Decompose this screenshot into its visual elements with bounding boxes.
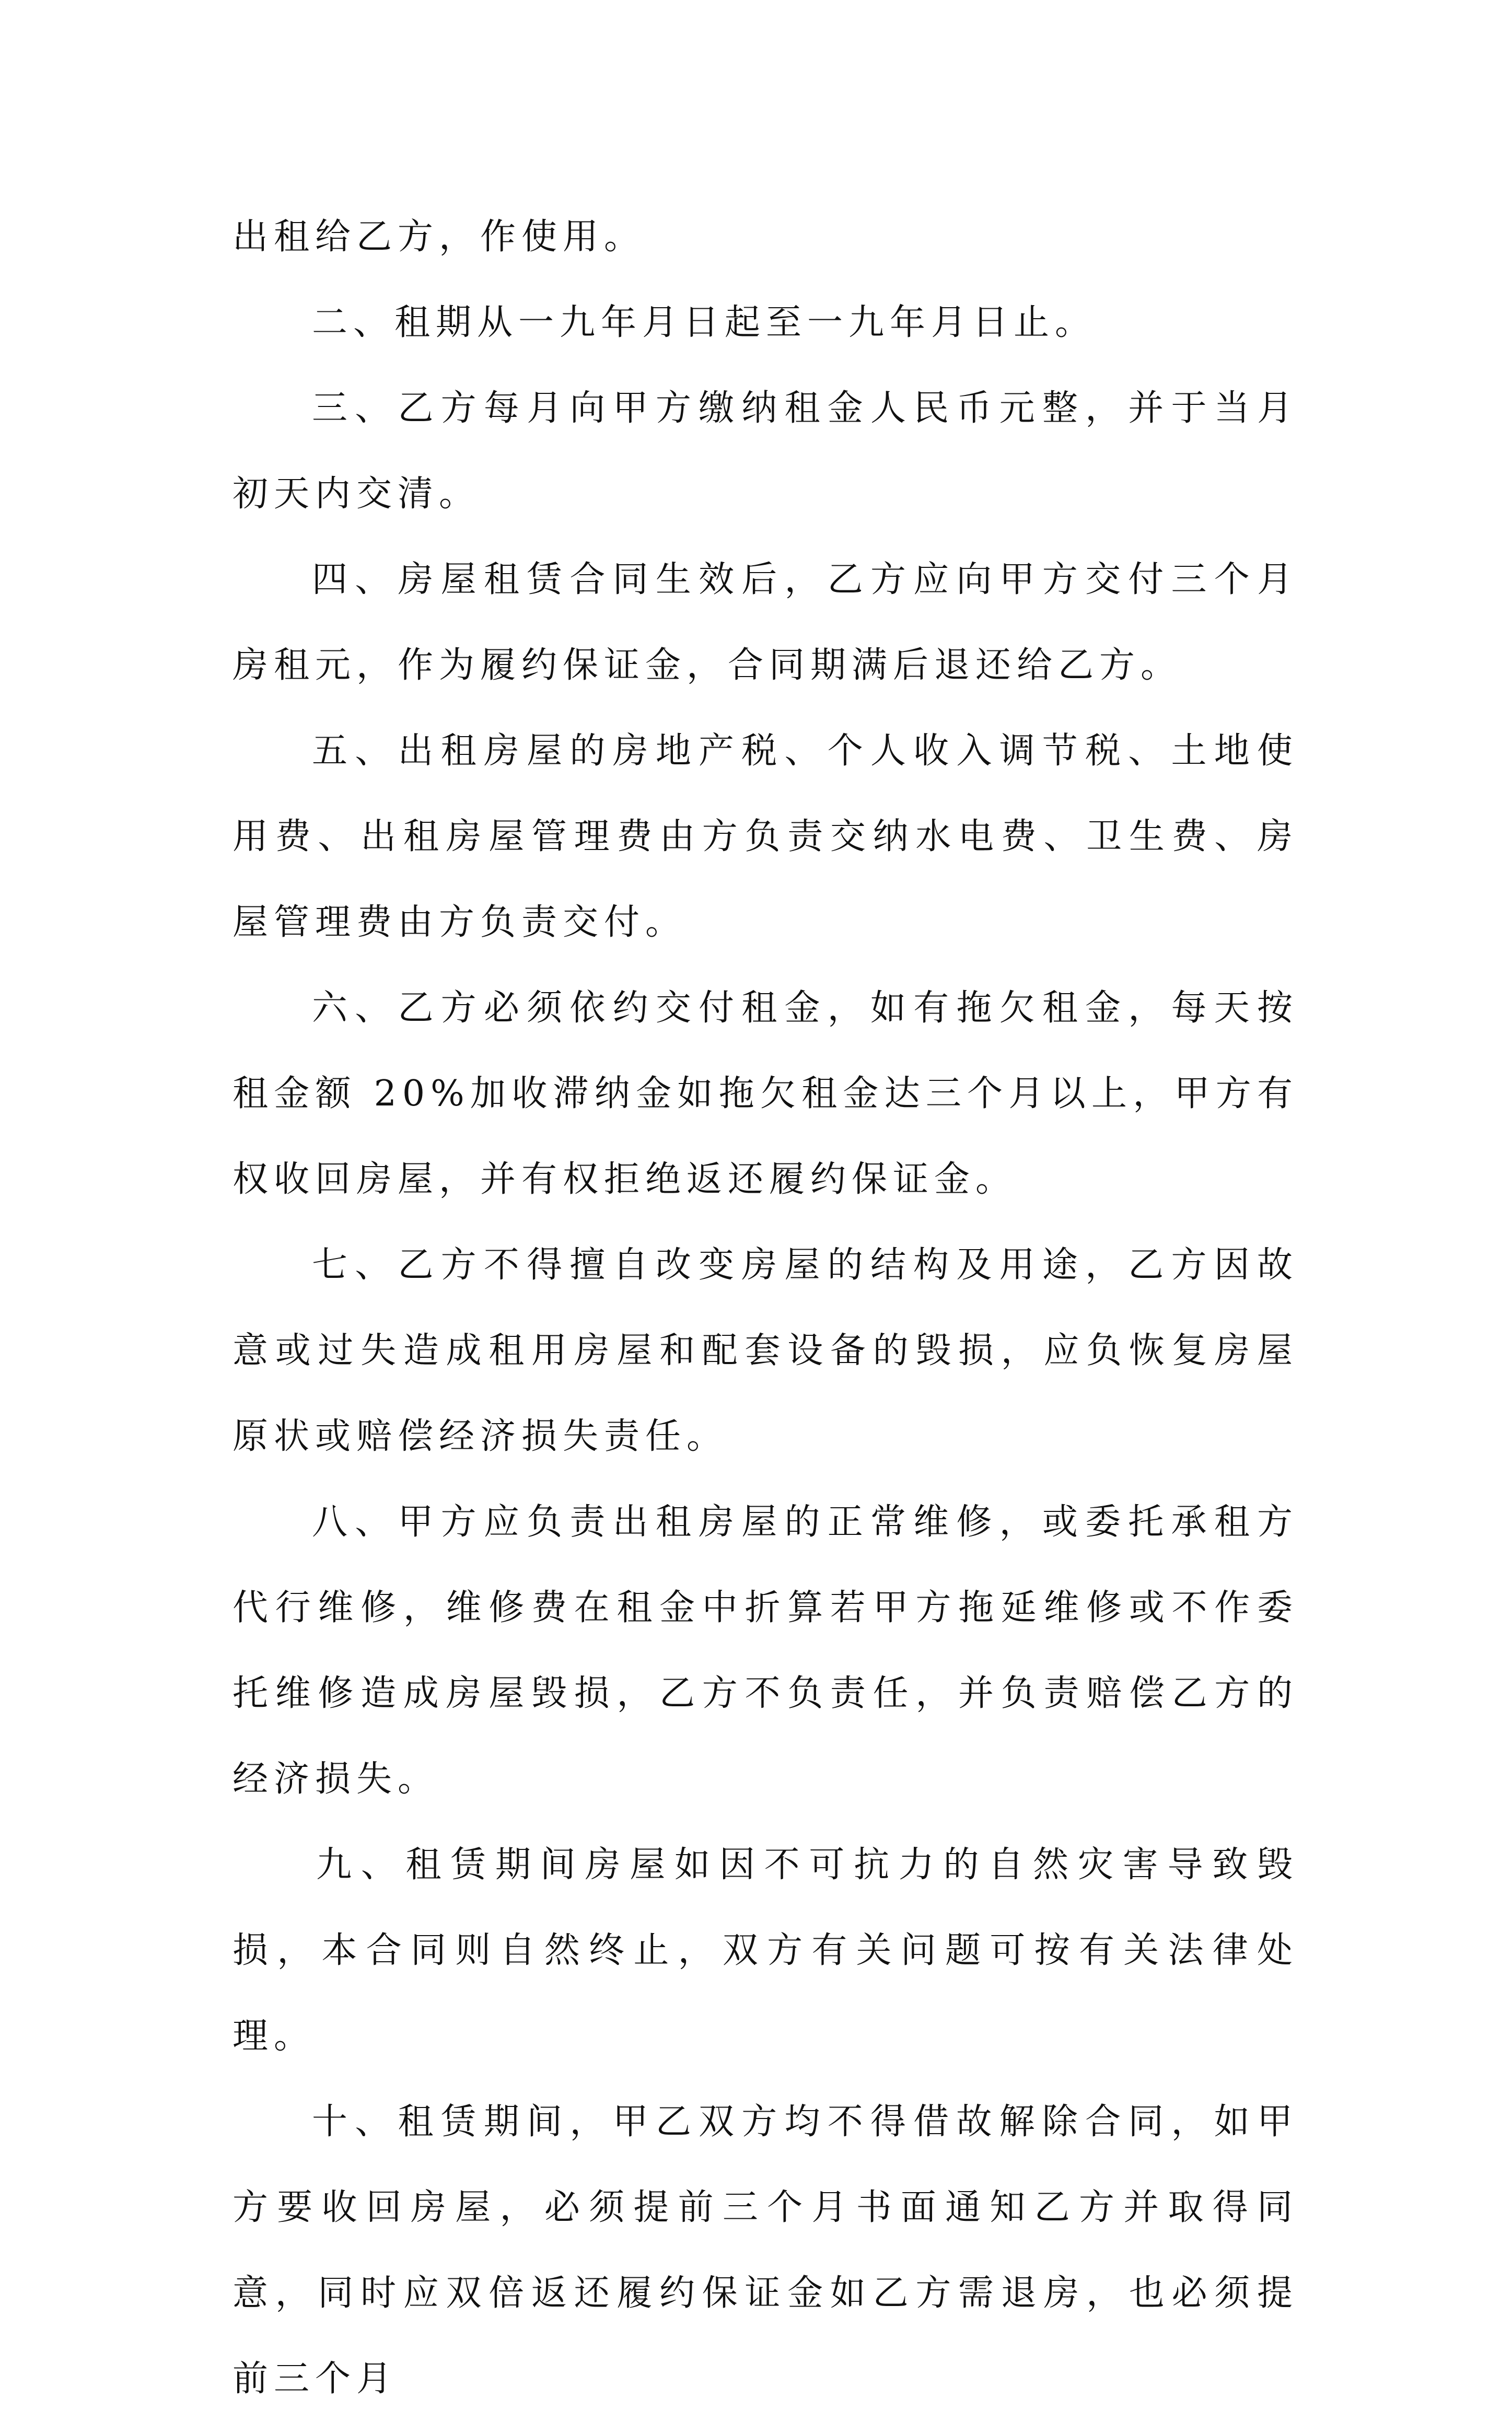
clause-2-lease-term: 二、租期从一九年月日起至一九年月日止。	[312, 302, 1097, 343]
contract-body	[232, 194, 1298, 2422]
clause-6-late-payment: 六、乙方必须依约交付租金，如有拖欠租金，每天按租金额 20%加收滞纳金如拖欠租金达三个月以上，甲方有权收回房屋，并有权拒绝返还履约保证金。	[232, 987, 1298, 1200]
clause-8-maintenance: 八、甲方应负责出租房屋的正常维修，或委托承租方代行维修，维修费在租金中折算若甲方拖延维修或不作委托维修造成房屋毁损，乙方不负责任，并负责赔偿乙方的经济损失。	[232, 1501, 1298, 1800]
clause-3-rent-payment: 三、乙方每月向甲方缴纳租金人民币元整，并于当月初天内交清。	[232, 388, 1298, 515]
clause-10-termination: 十、租赁期间，甲乙双方均不得借故解除合同，如甲方要收回房屋，必须提前三个月书面通知乙方并取得同意，同时应双倍返还履约保证金如乙方需退房，也必须提前三个月	[232, 2101, 1298, 2400]
clause-7-alterations: 七、乙方不得擅自改变房屋的结构及用途，乙方因故意或过失造成租用房屋和配套设备的毁损，应负恢复房屋原状或赔偿经济损失责任。	[232, 1244, 1298, 1457]
paragraph-1: 出租给乙方，作使用。	[232, 216, 646, 258]
clause-9-force-majeure: 九、租赁期间房屋如因不可抗力的自然灾害导致毁损，本合同则自然终止，双方有关问题可按有关法律处理。	[232, 1844, 1298, 2057]
clause-5-taxes-fees: 五、出租房屋的房地产税、个人收入调节税、土地使用费、出租房屋管理费由方负责交纳水电费、卫生费、房屋管理费由方负责交付。	[232, 730, 1298, 943]
clause-4-deposit: 四、房屋租赁合同生效后，乙方应向甲方交付三个月房租元，作为履约保证金，合同期满后退还给乙方。	[232, 559, 1298, 686]
